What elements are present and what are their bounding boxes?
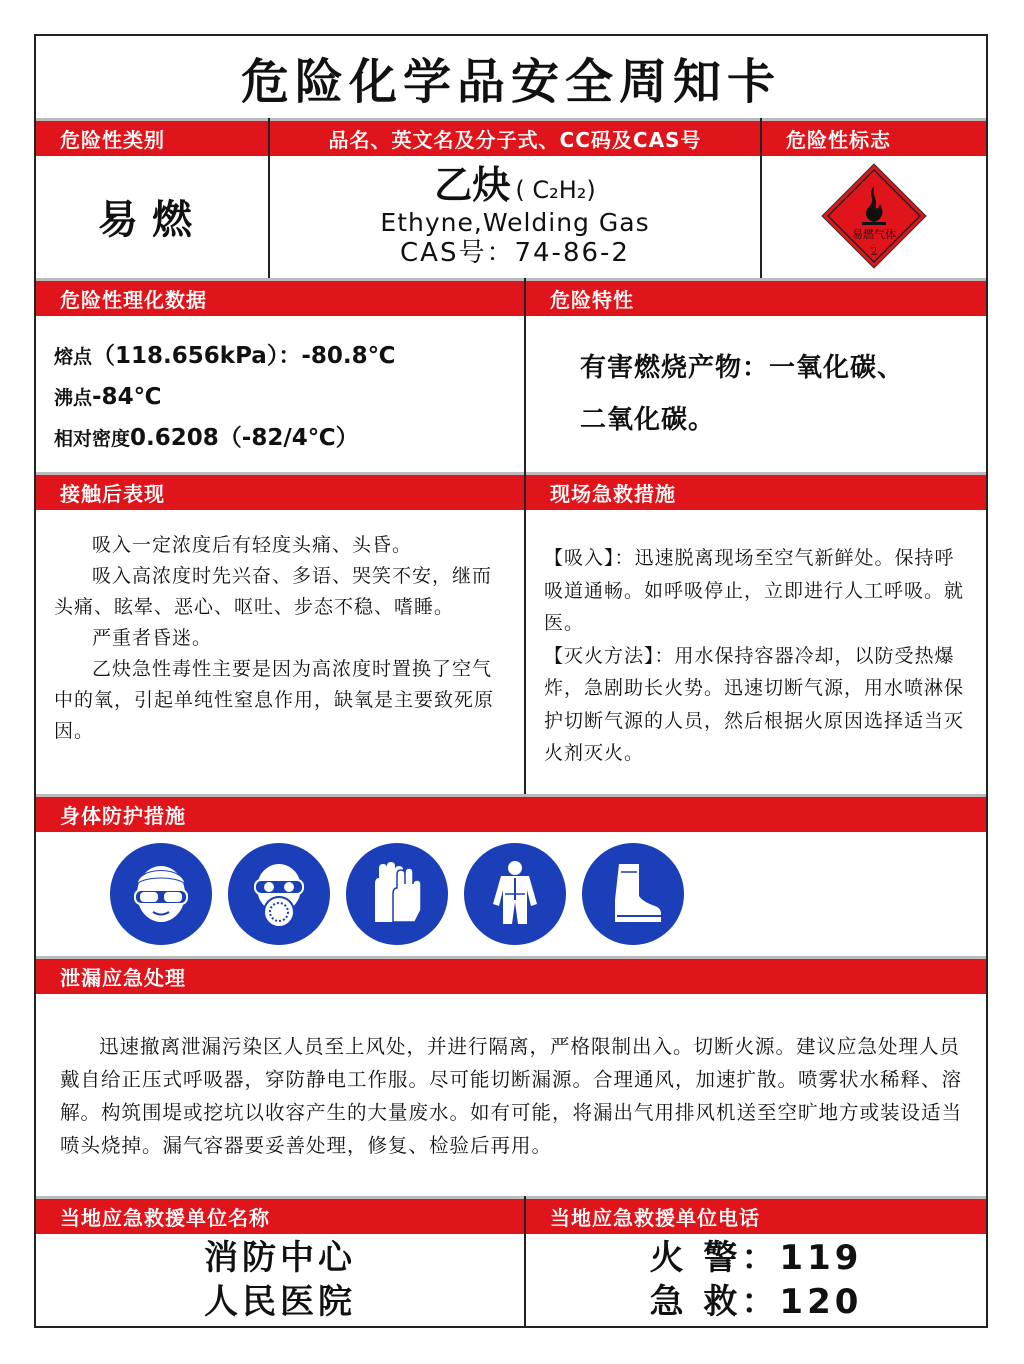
leak-paragraph: 迅速撤离泄漏污染区人员至上风处，并进行隔离，严格限制出入。切断火源。建议应急处理人员戴自给正压式呼吸器，穿防静电工作服。尽可能切断漏源。合理通风，加速扩散。喷雾状水稀释、溶解。构筑围堤或挖坑以收容产生的大量废水。如有可能，将漏出气用排风机送至空旷地方或装设适当喷头烧掉。漏气容器要妥善处理，修复、检验后再用。 [60, 1035, 963, 1157]
boiling-point-label: 沸点 [54, 387, 93, 409]
exposure-paragraph: 乙炔急性毒性主要是因为高浓度时置换了空气中的氧，引起单纯性窒息作用，缺氧是主要致死原因。 [54, 658, 495, 742]
exposure-paragraph: 吸入高浓度时先兴奋、多语、哭笑不安，继而头痛、眩晕、恶心、呕吐、步态不稳、嗜睡。 [54, 565, 493, 618]
unit-phones [526, 1234, 986, 1326]
first-aid-fire-fighting: 【灭火方法】：用水保持容器冷却，以防受热爆炸，急剧助长火势。迅速切断气源，用水喷淋保护切断气源的人员，然后根据火原因选择适当灭火剂灭火。 [544, 644, 965, 764]
cas-number: CAS号：74-86-2 [400, 238, 630, 269]
leak-text [60, 1030, 972, 1162]
density-value: 0.6208（-82/4℃） [130, 425, 359, 451]
header-unit-phone: 当地应急救援单位电话 [526, 1196, 986, 1234]
header-first-aid: 现场急救措施 [526, 472, 986, 510]
hazard-props-text [580, 342, 980, 446]
hazard-category-cell [36, 156, 268, 276]
hazard-category-value: 易燃 [98, 196, 206, 243]
exposure-paragraph: 严重者昏迷。 [92, 627, 213, 649]
header-unit-name: 当地应急救援单位名称 [36, 1196, 524, 1234]
header-exposure: 接触后表现 [36, 472, 524, 510]
card-title: 危险化学品安全周知卡 [240, 53, 781, 110]
header-protection: 身体防护措施 [36, 794, 986, 832]
first-aid-inhalation: 【吸入】：迅速脱离现场至空气新鲜处。保持呼吸道通畅。如呼吸停止，立即进行人工呼吸。就医。 [544, 547, 965, 634]
hazard-props-line1: 有害燃烧产物：一氧化碳、 [580, 353, 905, 383]
physchem-data [54, 336, 514, 466]
melting-point-label: 熔点 [54, 346, 93, 368]
unit-names [36, 1234, 524, 1326]
header-hazard-props: 危险特性 [526, 278, 986, 316]
header-hazard-category: 危险性类别 [36, 118, 268, 156]
flammable-gas-diamond-icon [818, 160, 930, 272]
divider [524, 278, 526, 472]
header-name-info: 品名、英文名及分子式、CC码及CAS号 [270, 118, 760, 156]
chemical-name-cell [270, 156, 760, 276]
phone-label-ambulance: 急 救： [649, 1282, 780, 1322]
boiling-point-value: -84℃ [92, 384, 162, 410]
chemical-name-en: Ethyne,Welding Gas [380, 208, 650, 238]
unit-name-fire: 消防中心 [204, 1238, 356, 1278]
hazard-sign-cell [762, 156, 986, 276]
header-physchem: 危险性理化数据 [36, 278, 524, 316]
phone-number-ambulance: 120 [779, 1282, 863, 1322]
exposure-text [54, 530, 509, 747]
phone-number-fire: 119 [779, 1238, 863, 1278]
density-label: 相对密度 [54, 428, 131, 450]
first-aid-text [544, 542, 974, 770]
phone-label-fire: 火 警： [649, 1238, 780, 1278]
safety-goggles-icon [110, 843, 212, 945]
safety-card [34, 34, 988, 1328]
divider [524, 472, 526, 794]
header-leak: 泄漏应急处理 [36, 956, 986, 994]
header-hazard-sign: 危险性标志 [762, 118, 986, 156]
safety-boots-icon [582, 843, 684, 945]
gas-mask-icon [228, 843, 330, 945]
chemical-formula: ( C₂H₂) [515, 175, 596, 204]
protective-gloves-icon [346, 843, 448, 945]
hazard-props-line2: 二氧化碳。 [580, 405, 716, 435]
chemical-name-cn: 乙炔 [434, 162, 511, 207]
protective-suit-icon [464, 843, 566, 945]
unit-name-hospital: 人民医院 [204, 1282, 356, 1322]
hazard-class-number: 2 [870, 245, 878, 258]
exposure-paragraph: 吸入一定浓度后有轻度头痛、头昏。 [92, 534, 413, 556]
hazard-sign-label: 易燃气体 [852, 228, 896, 241]
melting-point-value: （118.656kPa）：-80.8℃ [92, 343, 396, 369]
ppe-icons-row [36, 832, 986, 956]
